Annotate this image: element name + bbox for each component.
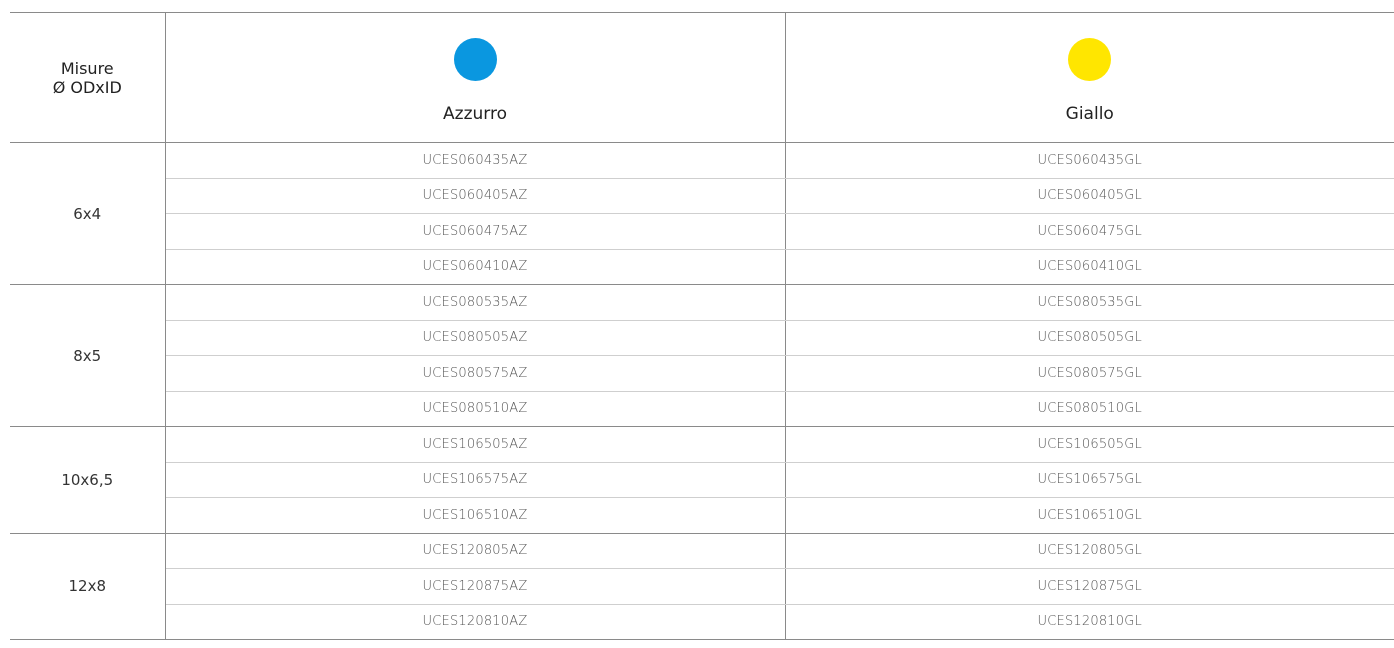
size-subtitle: Ø ODxID — [52, 77, 122, 97]
table-header-row — [10, 13, 1394, 143]
size-cell: 12x8 — [10, 533, 165, 640]
giallo-code-cell: UCES060435GL — [785, 143, 1394, 179]
azzurro-code-cell: UCES060475AZ — [165, 214, 785, 250]
azzurro-code-cell: UCES060410AZ — [165, 249, 785, 285]
giallo-code-cell: UCES120875GL — [785, 569, 1394, 605]
azzurro-code-cell: UCES120875AZ — [165, 569, 785, 605]
giallo-code-cell: UCES080505GL — [785, 320, 1394, 356]
table-row — [10, 569, 1394, 605]
table-row — [10, 178, 1394, 214]
azzurro-code-cell: UCES080535AZ — [165, 285, 785, 321]
table-row — [10, 249, 1394, 285]
giallo-code-cell: UCES106510GL — [785, 498, 1394, 534]
size-column-header — [10, 13, 165, 143]
giallo-code-cell: UCES060410GL — [785, 249, 1394, 285]
azzurro-code-cell: UCES106510AZ — [165, 498, 785, 534]
azzurro-code-cell: UCES106505AZ — [165, 427, 785, 463]
giallo-code-cell: UCES120810GL — [785, 604, 1394, 640]
giallo-code-cell: UCES106505GL — [785, 427, 1394, 463]
giallo-code-cell: UCES080575GL — [785, 356, 1394, 392]
giallo-code-cell: UCES080535GL — [785, 285, 1394, 321]
azzurro-code-cell: UCES106575AZ — [165, 462, 785, 498]
giallo-color-swatch — [1068, 38, 1111, 81]
giallo-column-header — [785, 13, 1394, 143]
size-cell: 10x6,5 — [10, 427, 165, 534]
azzurro-code-cell: UCES080505AZ — [165, 320, 785, 356]
size-cell: 6x4 — [10, 143, 165, 285]
table-row — [10, 427, 1394, 463]
giallo-code-cell: UCES060405GL — [785, 178, 1394, 214]
table-body — [10, 143, 1394, 640]
azzurro-code-cell: UCES060405AZ — [165, 178, 785, 214]
giallo-code-cell: UCES106575GL — [785, 462, 1394, 498]
table-row — [10, 533, 1394, 569]
giallo-code-cell: UCES060475GL — [785, 214, 1394, 250]
table-row — [10, 285, 1394, 321]
table-row — [10, 498, 1394, 534]
azzurro-column-header — [165, 13, 785, 143]
azzurro-label: Azzurro — [443, 104, 507, 124]
table-row — [10, 320, 1394, 356]
table-row — [10, 604, 1394, 640]
azzurro-code-cell: UCES120810AZ — [165, 604, 785, 640]
table-row — [10, 143, 1394, 179]
size-cell: 8x5 — [10, 285, 165, 427]
table-row — [10, 391, 1394, 427]
table-row — [10, 214, 1394, 250]
azzurro-code-cell: UCES120805AZ — [165, 533, 785, 569]
giallo-label: Giallo — [1065, 104, 1114, 124]
product-code-table — [10, 12, 1394, 640]
product-table-wrapper — [10, 12, 1394, 640]
giallo-code-cell: UCES120805GL — [785, 533, 1394, 569]
table-row — [10, 462, 1394, 498]
giallo-code-cell: UCES080510GL — [785, 391, 1394, 427]
azzurro-code-cell: UCES060435AZ — [165, 143, 785, 179]
azzurro-color-swatch — [454, 38, 497, 81]
size-title: Misure — [60, 58, 114, 78]
table-row — [10, 356, 1394, 392]
azzurro-code-cell: UCES080510AZ — [165, 391, 785, 427]
azzurro-code-cell: UCES080575AZ — [165, 356, 785, 392]
